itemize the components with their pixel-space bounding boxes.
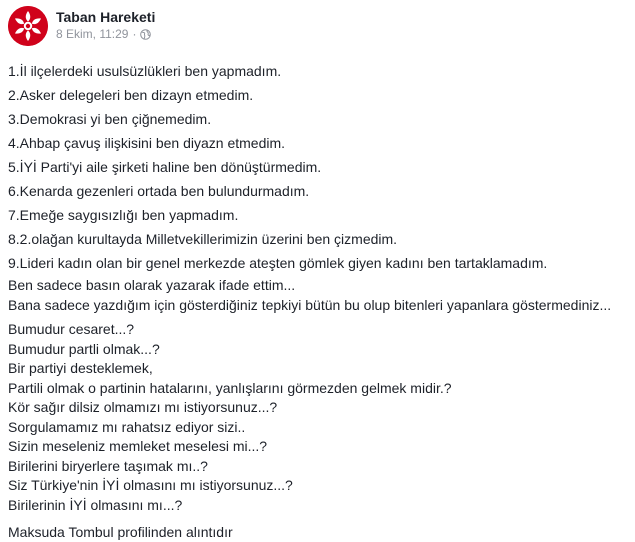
question-paragraph — [8, 320, 630, 515]
header-text — [56, 6, 155, 42]
list-item: 5.İYİ Parti'yi aile şirketi haline ben dönüştürmedim. — [8, 159, 322, 175]
question-line: Sizin meseleniz memleket meselesi mi...? — [8, 438, 268, 454]
list-item: 9.Lideri kadın olan bir genel merkezde ateşten gömlek giyen kadını ben tartaklamadım. — [8, 255, 548, 271]
question-line: Birilerinin İYİ olmasını mı...? — [8, 496, 183, 513]
question-line: Partili olmak o partinin hatalarını, yanlışlarını görmezden gelmek midir.? — [8, 379, 452, 396]
attribution-line: Maksuda Tombul profilinden alıntıdır — [8, 524, 233, 540]
globe-icon[interactable] — [140, 29, 151, 40]
attribution-paragraph — [8, 522, 630, 542]
list-item: 4.Ahbap çavuş ilişkisini ben diyazn etmedim. — [8, 135, 286, 151]
statement-line: Ben sadece basın olarak yazarak ifade ettim... — [8, 277, 296, 293]
list-item: 7.Emeğe saygısızlığı ben yapmadım. — [8, 207, 239, 223]
list-item: 8.2.olağan kurultayda Milletvekillerimizin üzerini ben çizmedim. — [8, 231, 398, 247]
post-header — [8, 6, 155, 46]
question-line: Bumudur cesaret...? — [8, 321, 135, 337]
meta-separator: · — [132, 27, 137, 41]
statement-paragraph — [8, 275, 630, 315]
page-avatar[interactable] — [8, 6, 48, 46]
list-item: 1.İl ilçelerdeki usulsüzlükleri ben yapmadım. — [8, 63, 282, 79]
star-crescent-logo-icon — [8, 6, 48, 46]
list-item: 2.Asker delegeleri ben dizayn etmedim. — [8, 87, 254, 103]
question-line: Sorgulamamız mı rahatsız ediyor sizi.. — [8, 418, 246, 435]
question-line: Bir partiyi desteklemek, — [8, 360, 153, 376]
question-line: Birilerini biryerlere taşımak mı..? — [8, 457, 208, 474]
list-item: 6.Kenarda gezenleri ortada ben bulundurmadım. — [8, 183, 310, 199]
question-line: Bumudur partli olmak...? — [8, 340, 160, 357]
question-line: Siz Türkiye'nin İYİ olmasını mı istiyorsunuz...? — [8, 477, 293, 493]
statement-line: Bana sadece yazdığım için gösterdiğiniz tepkiyi bütün bu olup bitenleri yapanlara göstermediniz... — [8, 297, 612, 313]
page-name-link[interactable]: Taban Hareketi — [56, 9, 156, 25]
question-line: Kör sağır dilsiz olmamızı mı istiyorsunuz...? — [8, 399, 278, 415]
post-meta — [56, 27, 155, 42]
post-body — [8, 59, 630, 542]
post-timestamp[interactable]: 8 Ekim, 11:29 — [56, 27, 129, 41]
list-item: 3.Demokrasi yi ben çiğnemedim. — [8, 111, 212, 127]
numbered-list — [8, 59, 630, 275]
